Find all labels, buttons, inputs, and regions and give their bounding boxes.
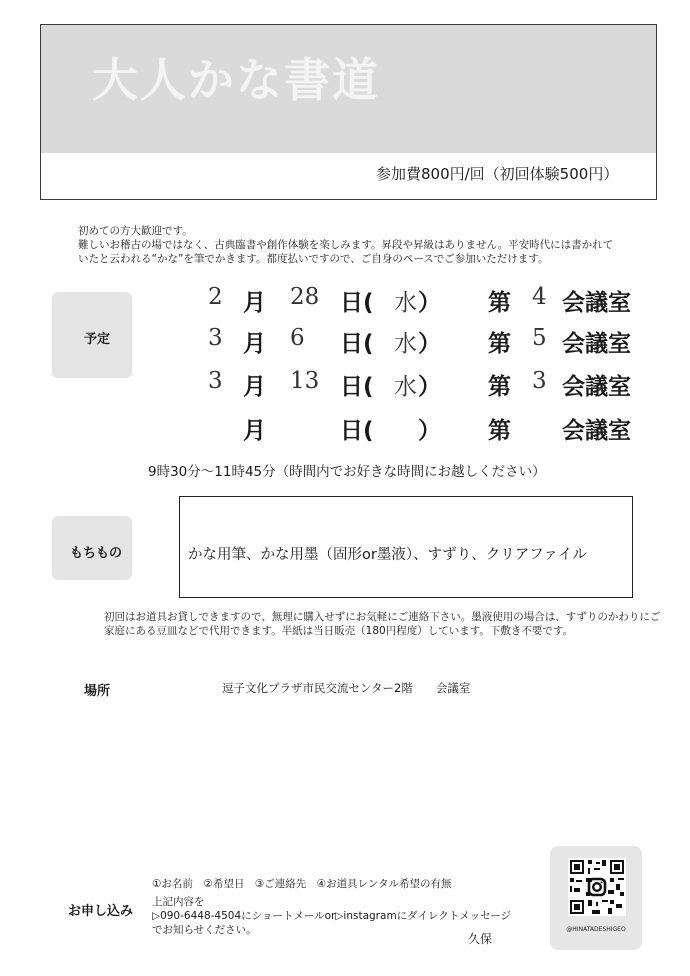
schedule-room-suffix: 会議室 [562, 331, 631, 357]
schedule-room-suffix: 会議室 [562, 374, 631, 400]
schedule-weekday-value: 水 [394, 290, 417, 316]
schedule-close-paren: ） [418, 418, 441, 444]
schedule-room-value: 3 [532, 368, 547, 394]
schedule-month-label: 月 [243, 374, 266, 400]
apply-line-2: ▷090-6448-4504にショートメールor▷instagramにダイレクトメッセージ [152, 910, 512, 922]
schedule-room-prefix: 第 [488, 374, 511, 400]
schedule-row [196, 368, 646, 402]
schedule-day-label: 日( [340, 374, 374, 400]
schedule-row [196, 412, 646, 446]
schedule-row [196, 284, 646, 318]
fee-text: 参加費800円/回（初回体験500円） [376, 165, 619, 183]
schedule-room-suffix: 会議室 [562, 418, 631, 444]
time-text: 9時30分～11時45分（時間内でお好きな時間にお越しください） [148, 464, 546, 480]
schedule-month-label: 月 [243, 418, 266, 444]
schedule-day-value: 28 [290, 284, 320, 310]
schedule-day-value: 13 [290, 368, 320, 394]
schedule-day-value: 6 [290, 325, 305, 351]
schedule-month-value: 3 [208, 368, 223, 394]
schedule-room-suffix: 会議室 [562, 290, 631, 316]
schedule-day-label: 日( [340, 331, 374, 357]
items-note-line-2: 家庭にある豆皿などで代用できます。半紙は当日販売（180円程度）しています。下敷き不要です。 [104, 625, 574, 637]
schedule-weekday-value: 水 [394, 374, 417, 400]
schedule-row [196, 325, 646, 359]
items-label: もちもの [70, 546, 123, 561]
schedule-month-label: 月 [243, 331, 266, 357]
schedule-close-paren: ） [418, 331, 441, 357]
schedule-room-value: 4 [532, 284, 547, 310]
schedule-month-label: 月 [243, 290, 266, 316]
apply-line-3: でお知らせください。 [152, 924, 257, 936]
venue-text: 逗子文化プラザ市民交流センター2階 会議室 [222, 681, 471, 695]
apply-line-1: 上記内容を [152, 896, 205, 908]
contact-name: 久保 [468, 932, 493, 946]
schedule-room-prefix: 第 [488, 418, 511, 444]
intro-line-1: 初めての方大歓迎です。 [78, 225, 193, 237]
venue-label: 場所 [84, 684, 111, 699]
apply-items: ①お名前 ②希望日 ③ご連絡先 ④お道具レンタル希望の有無 [152, 878, 452, 890]
schedule-label: 予定 [84, 332, 111, 347]
items-note-line-1: 初回はお道具お貸しできますので、無理に購入せずにお気軽にご連絡下さい。墨液使用の場合は、すずりのかわりにご [104, 611, 661, 623]
intro-line-3: いたと云われる“かな”を筆でかきます。都度払いですので、ご自身のペースでご参加いただけます。 [78, 253, 549, 265]
schedule-day-label: 日( [340, 418, 374, 444]
schedule-month-value: 2 [208, 284, 223, 310]
items-text: かな用筆、かな用墨（固形or墨液）、すずり、クリアファイル [188, 547, 587, 563]
qr-code-icon[interactable] [568, 858, 626, 916]
schedule-close-paren: ） [418, 374, 441, 400]
schedule-day-label: 日( [340, 290, 374, 316]
schedule-room-value: 5 [532, 325, 547, 351]
schedule-month-value: 3 [208, 325, 223, 351]
intro-line-2: 難しいお稽古の場ではなく、古典臨書や創作体験を楽しみます。昇段や昇級はありません。平安時代には書かれて [78, 239, 614, 251]
schedule-weekday-value: 水 [394, 331, 417, 357]
apply-label: お申し込み [68, 904, 134, 919]
schedule-room-prefix: 第 [488, 290, 511, 316]
schedule-close-paren: ） [418, 290, 441, 316]
page-title: 大人かな書道 [92, 53, 380, 107]
schedule-room-prefix: 第 [488, 331, 511, 357]
instagram-handle: @HINATADESHIGEO [566, 926, 626, 933]
